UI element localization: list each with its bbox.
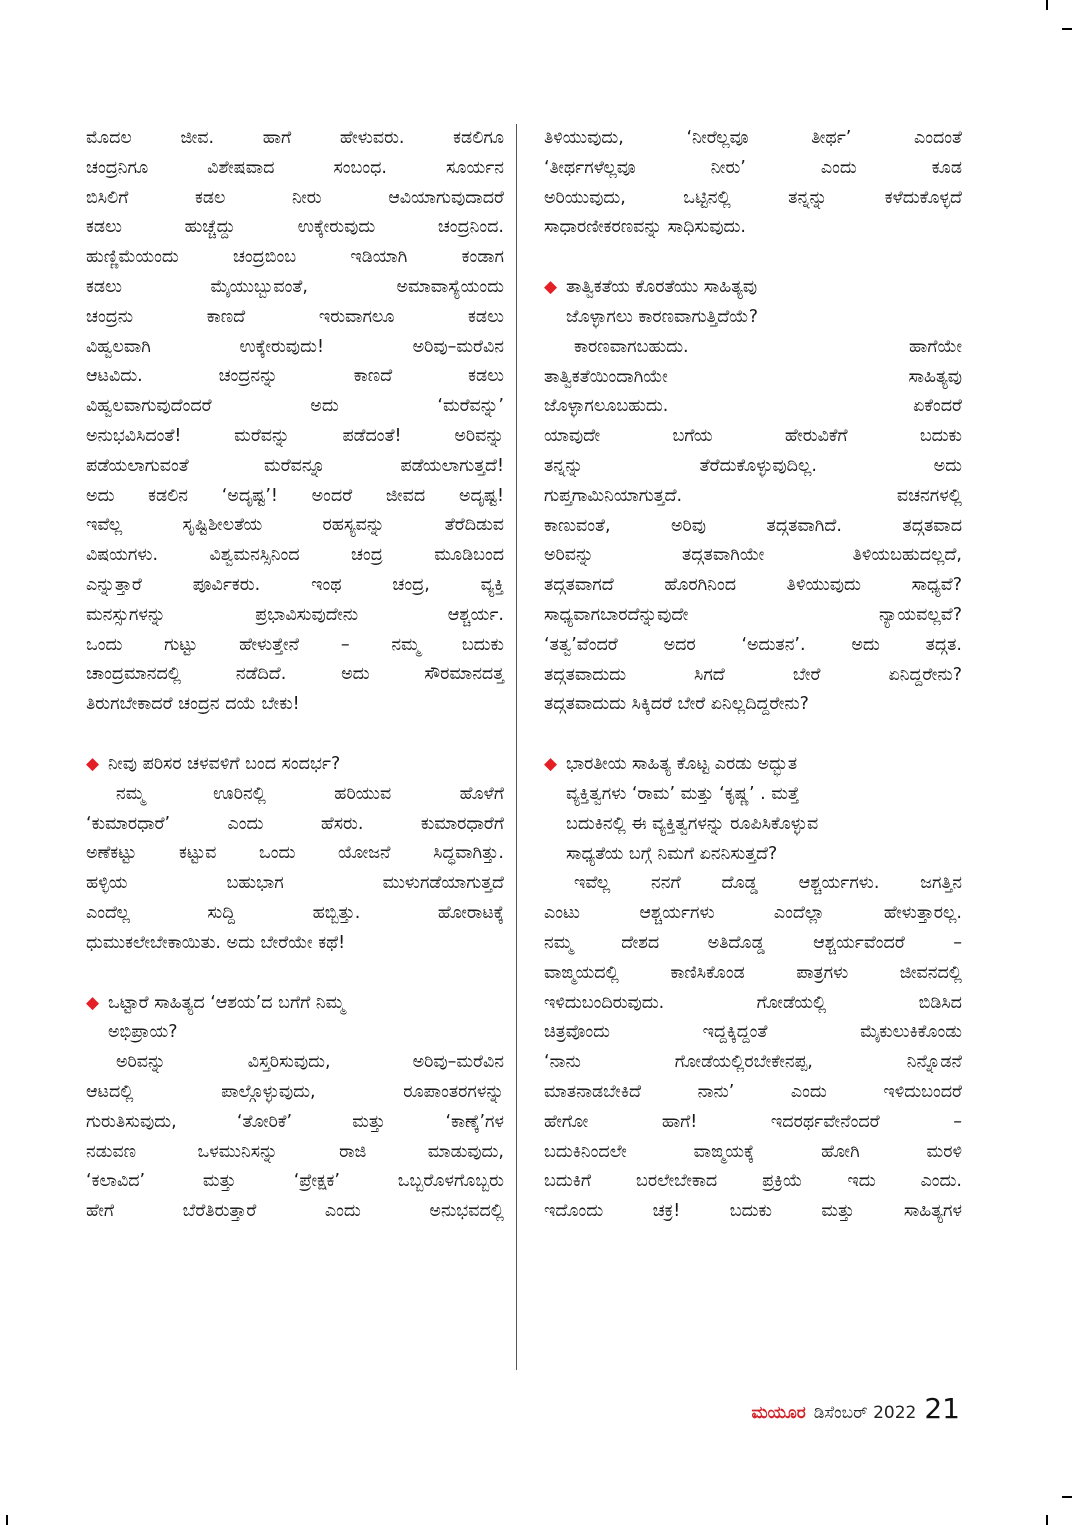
magazine-name: ಮಯೂರ	[751, 1403, 806, 1423]
text-line: ಆಟದಲ್ಲಿ ಪಾಲ್ಗೊಳ್ಳುವುದು, ರೂಪಾಂತರಗಳನ್ನು	[86, 1081, 504, 1102]
text-line: ಜೊಳ್ಳಾಗಲೂಬಹುದು. ಏಕೆಂದರೆ	[544, 396, 962, 417]
text-line: ಧುಮುಕಲೇಬೇಕಾಯಿತು. ಅದು ಬೇರೆಯೇ ಕಥೆ!	[86, 932, 346, 953]
text-line: ಚಾಂದ್ರಮಾನದಲ್ಲಿ ನಡೆದಿದೆ. ಅದು ಸೌರಮಾನದತ್ತ	[86, 664, 504, 685]
text-line: ಕಾರಣವಾಗಬಹುದು. ಹಾಗೆಯೇ	[574, 336, 962, 357]
text-line: ಇಳಿದುಬಂದಿರುವುದು. ಗೋಡೆಯಲ್ಲಿ ಬಿಡಿಸಿದ	[544, 992, 962, 1013]
text-line: ಒಂದು ಗುಟ್ಟು ಹೇಳುತ್ತೇನೆ – ನಮ್ಮ ಬದುಕು	[86, 634, 504, 655]
text-line: ಇವೆಲ್ಲ ಸೃಷ್ಟಿಶೀಲತೆಯ ರಹಸ್ಯವನ್ನು ತೆರೆದಿಡುವ	[86, 515, 504, 536]
text-line: ‘ಕಲಾವಿದ’ ಮತ್ತು ‘ಪ್ರೇಕ್ಷಕ’ ಒಬ್ಬರೊಳಗೊಬ್ಬರು	[86, 1171, 504, 1192]
text-line: ಅರಿವನ್ನು ತದ್ಗತವಾಗಿಯೇ ತಿಳಿಯಬಹುದಲ್ಲದೆ,	[544, 545, 962, 566]
text-line: ಕಡಲು ಮೈಯುಬ್ಬುವಂತೆ, ಅಮಾವಾಸ್ಯೆಯಂದು	[86, 276, 504, 297]
red-diamond-icon: ◆	[86, 753, 100, 774]
crop-mark	[1062, 1496, 1072, 1498]
paragraph	[544, 124, 962, 243]
text-line: ಕಾಣುವಂತೆ, ಅರಿವು ತದ್ಗತವಾಗಿದೆ. ತದ್ಗತವಾದ	[544, 515, 962, 536]
text-line: ಅದು ಕಡಲಿನ ‘ಅದೃಷ್ಟ’! ಅಂದರೆ ಜೀವದ ಅದೃಷ್ಟ!	[86, 485, 504, 506]
text-line: ಹುಣ್ಣಿಮೆಯಂದು ಚಂದ್ರಬಿಂಬ ಇಡಿಯಾಗಿ ಕಂಡಾಗ	[86, 247, 504, 268]
paragraph	[86, 1048, 504, 1227]
page-footer	[752, 1392, 961, 1425]
text-line: ವಿಹ್ವಲವಾಗಿ ಉಕ್ಕೇರುವುದು! ಅರಿವು–ಮರೆವಿನ	[86, 336, 504, 357]
text-line: ಎನ್ನುತ್ತಾರೆ ಪೂರ್ವಿಕರು. ಇಂಥ ಚಂದ್ರ, ವ್ಯಕ್ತಿ	[86, 574, 504, 595]
question-text: ಬದುಕಿನಲ್ಲಿ ಈ ವ್ಯಕ್ತಿತ್ವಗಳನ್ನು ರೂಪಿಸಿಕೊಳ್ಳುವ	[566, 813, 819, 834]
question-text: ಅಭಿಪ್ರಾಯ?	[108, 1022, 178, 1043]
text-line: ಬದುಕಿಗೆ ಬರಲೇಬೇಕಾದ ಪ್ರಕ್ರಿಯೆ ಇದು ಎಂದು.	[544, 1171, 962, 1192]
question-heading	[86, 989, 504, 1049]
text-line: ಗುರುತಿಸುವುದು, ‘ತೋರಿಕೆ’ ಮತ್ತು ‘ಕಾಣ್ಕೆ’ಗಳ	[86, 1111, 504, 1132]
text-line: ಆಟವಿದು. ಚಂದ್ರನನ್ನು ಕಾಣದೆ ಕಡಲು	[86, 366, 504, 387]
text-line: ಬದುಕಿನಿಂದಲೇ ವಾಙ್ಮಯಕ್ಕೆ ಹೋಗಿ ಮರಳಿ	[544, 1141, 962, 1162]
question-heading	[544, 273, 962, 333]
question-text: ಸಾಧ್ಯತೆಯ ಬಗ್ಗೆ ನಿಮಗೆ ಏನನಿಸುತ್ತದೆ?	[566, 843, 778, 864]
question-text: ತಾತ್ವಿಕತೆಯ ಕೊರತೆಯು ಸಾಹಿತ್ಯವು	[566, 277, 758, 298]
question-text: ಜೊಳ್ಳಾಗಲು ಕಾರಣವಾಗುತ್ತಿದೆಯೆ?	[566, 306, 759, 327]
text-line: ಹೇಗೋ ಹಾಗೆ! ಇದರರ್ಥವೇನೆಂದರೆ –	[544, 1111, 962, 1132]
question-text: ನೀವು ಪರಿಸರ ಚಳವಳಿಗೆ ಬಂದ ಸಂದರ್ಭ?	[108, 753, 341, 774]
text-line: ನಮ್ಮ ದೇಶದ ಅತಿದೊಡ್ಡ ಆಶ್ಚರ್ಯವೆಂದರೆ –	[544, 932, 962, 953]
text-line: ಮೊದಲ ಜೀವ. ಹಾಗೆ ಹೇಳುವರು. ಕಡಲಿಗೂ	[86, 128, 504, 148]
text-line: ಎಂಟು ಆಶ್ಚರ್ಯಗಳು ಎಂದೆಲ್ಲಾ ಹೇಳುತ್ತಾರಲ್ಲ.	[544, 903, 962, 924]
text-line: ಪಡೆಯಲಾಗುವಂತೆ ಮರೆವನ್ನೂ ಪಡೆಯಲಾಗುತ್ತದೆ!	[86, 455, 504, 476]
text-line: ತದ್ಗತವಾಗದೆ ಹೊರಗಿನಿಂದ ತಿಳಿಯುವುದು ಸಾಧ್ಯವೆ?	[544, 575, 962, 596]
text-line: ಅರಿವನ್ನು ವಿಸ್ತರಿಸುವುದು, ಅರಿವು–ಮರೆವಿನ	[116, 1052, 504, 1073]
red-diamond-icon: ◆	[86, 992, 100, 1013]
text-line: ಇವೆಲ್ಲ ನನಗೆ ದೊಡ್ಡ ಆಶ್ಚರ್ಯಗಳು. ಜಗತ್ತಿನ	[574, 873, 962, 894]
text-line: ಎಂದೆಲ್ಲ ಸುದ್ದಿ ಹಬ್ಬಿತ್ತು. ಹೋರಾಟಕ್ಕೆ	[86, 902, 504, 923]
text-line: ಬಿಸಿಲಿಗೆ ಕಡಲ ನೀರು ಆವಿಯಾಗುವುದಾದರೆ	[86, 187, 504, 208]
paragraph	[86, 124, 504, 720]
question-text: ಭಾರತೀಯ ಸಾಹಿತ್ಯ ಕೊಟ್ಟ ಎರಡು ಅದ್ಭುತ	[566, 754, 798, 775]
text-line: ತದ್ಗತವಾದುದು ಸಿಗದೆ ಬೇರೆ ಏನಿದ್ದರೇನು?	[544, 664, 962, 685]
page-number: 21	[924, 1392, 960, 1425]
text-line: ತಿರುಗಬೇಕಾದರೆ ಚಂದ್ರನ ದಯೆ ಬೇಕು!	[86, 694, 300, 715]
text-line: ಗುಪ್ತಗಾಮಿನಿಯಾಗುತ್ತದೆ. ವಚನಗಳಲ್ಲಿ	[544, 485, 962, 506]
text-line: ವಿಹ್ವಲವಾಗುವುದೆಂದರೆ ಅದು ‘ಮರೆವನ್ನು’	[86, 396, 504, 417]
question-heading	[544, 750, 962, 869]
paragraph	[86, 780, 504, 959]
question-text: ವ್ಯಕ್ತಿತ್ವಗಳು ‘ರಾಮ’ ಮತ್ತು ‘ಕೃಷ್ಣ’ . ಮತ್ತೆ	[566, 783, 800, 804]
crop-mark	[1046, 0, 1048, 10]
right-column	[544, 124, 962, 1227]
red-diamond-icon: ◆	[544, 754, 558, 775]
text-line: ‘ಕುಮಾರಧಾರೆ’ ಎಂದು ಹೆಸರು. ಕುಮಾರಧಾರೆಗೆ	[86, 813, 504, 834]
text-line: ಚಿತ್ರವೊಂದು ಇದ್ದಕ್ಕಿದ್ದಂತೆ ಮೈಕುಲುಕಿಕೊಂಡು	[544, 1022, 962, 1043]
text-line: ಅರಿಯುವುದು, ಒಟ್ಟಿನಲ್ಲಿ ತನ್ನನ್ನು ಕಳೆದುಕೊಳ್ಳದೆ	[544, 187, 962, 208]
text-line: ಚಂದ್ರನಿಗೂ ವಿಶೇಷವಾದ ಸಂಬಂಧ. ಸೂರ್ಯನ	[86, 157, 504, 178]
left-column	[86, 124, 504, 1227]
paragraph	[544, 869, 962, 1227]
text-line: ನಡುವಣ ಒಳಮುನಿಸನ್ನು ರಾಜಿ ಮಾಡುವುದು,	[86, 1141, 504, 1162]
text-line: ಹೇಗೆ ಬೆರೆತಿರುತ್ತಾರೆ ಎಂದು ಅನುಭವದಲ್ಲಿ	[86, 1201, 504, 1222]
text-line: ಸಾಧಾರಣೀಕರಣವನ್ನು ಸಾಧಿಸುವುದು.	[544, 217, 746, 238]
text-line: ನಮ್ಮ ಊರಿನಲ್ಲಿ ಹರಿಯುವ ಹೊಳೆಗೆ	[116, 783, 504, 804]
red-diamond-icon: ◆	[544, 277, 558, 298]
text-line: ‘ನಾನು ಗೋಡೆಯಲ್ಲಿರಬೇಕೇನಪ್ಪ, ನಿನ್ನೊಡನೆ	[544, 1052, 962, 1073]
text-line: ಇದೊಂದು ಚಕ್ರ! ಬದುಕು ಮತ್ತು ಸಾಹಿತ್ಯಗಳ	[544, 1201, 962, 1222]
text-line: ಚಂದ್ರನು ಕಾಣದೆ ಇರುವಾಗಲೂ ಕಡಲು	[86, 306, 504, 327]
text-line: ವಿಷಯಗಳು. ವಿಶ್ವಮನಸ್ಸಿನಿಂದ ಚಂದ್ರ ಮೂಡಿಬಂದ	[86, 545, 504, 566]
text-line: ತಿಳಿಯುವುದು, ‘ನೀರೆಲ್ಲವೂ ತೀರ್ಥ’ ಎಂದಂತೆ	[544, 128, 962, 148]
text-line: ಹಳ್ಳಿಯ ಬಹುಭಾಗ ಮುಳುಗಡೆಯಾಗುತ್ತದೆ	[86, 873, 504, 894]
text-line: ವಾಙ್ಮಯದಲ್ಲಿ ಕಾಣಿಸಿಕೊಂಡ ಪಾತ್ರಗಳು ಜೀವನದಲ್ಲಿ	[544, 962, 962, 983]
text-line: ‘ತೀರ್ಥಗಳೆಲ್ಲವೂ ನೀರು’ ಎಂದು ಕೂಡ	[544, 157, 962, 178]
text-line: ಅನುಭವಿಸಿದಂತೆ! ಮರೆವನ್ನು ಪಡೆದಂತೆ! ಅರಿವನ್ನು	[86, 425, 504, 446]
column-divider	[516, 124, 517, 1370]
text-line: ಮನಸ್ಸುಗಳನ್ನು ಪ್ರಭಾವಿಸುವುದೇನು ಆಶ್ಚರ್ಯ.	[86, 604, 504, 625]
crop-mark	[1062, 28, 1072, 30]
text-line: ತಾತ್ವಿಕತೆಯಿಂದಾಗಿಯೇ ಸಾಹಿತ್ಯವು	[544, 366, 962, 387]
text-line: ಯಾವುದೇ ಬಗೆಯ ಹೇರುವಿಕೆಗೆ ಬದುಕು	[544, 426, 962, 447]
question-text: ಒಟ್ಟಾರೆ ಸಾಹಿತ್ಯದ ‘ಆಶಯ’ದ ಬಗೆಗೆ ನಿಮ್ಮ	[108, 992, 345, 1013]
text-line: ಅಣೆಕಟ್ಟು ಕಟ್ಟುವ ಒಂದು ಯೋಜನೆ ಸಿದ್ಧವಾಗಿತ್ತು.	[86, 843, 504, 864]
crop-mark	[6, 1515, 8, 1525]
text-line: ಸಾಧ್ಯವಾಗಬಾರದೆನ್ನುವುದೇ ನ್ಯಾಯವಲ್ಲವೆ?	[544, 604, 962, 625]
paragraph	[544, 333, 962, 720]
text-line: ‘ತತ್ವ’ವೆಂದರೆ ಅದರ ‘ಅದುತನ’. ಅದು ತದ್ಗತ.	[544, 634, 962, 655]
text-line: ತನ್ನನ್ನು ತೆರೆದುಕೊಳ್ಳುವುದಿಲ್ಲ. ಅದು	[544, 455, 962, 476]
crop-mark	[1046, 1515, 1048, 1525]
text-line: ಕಡಲು ಹುಚ್ಚೆದ್ದು ಉಕ್ಕೇರುವುದು ಚಂದ್ರನಿಂದ.	[86, 217, 504, 238]
text-line: ತದ್ಗತವಾದುದು ಸಿಕ್ಕಿದರೆ ಬೇರೆ ಏನಿಲ್ಲದಿದ್ದರೇನು?	[544, 694, 809, 715]
issue-date: ಡಿಸೆಂಬರ್ 2022	[813, 1403, 917, 1423]
text-line: ಮಾತನಾಡಬೇಕಿದೆ ನಾನು’ ಎಂದು ಇಳಿದುಬಂದರೆ	[544, 1081, 962, 1102]
question-heading	[86, 750, 504, 780]
